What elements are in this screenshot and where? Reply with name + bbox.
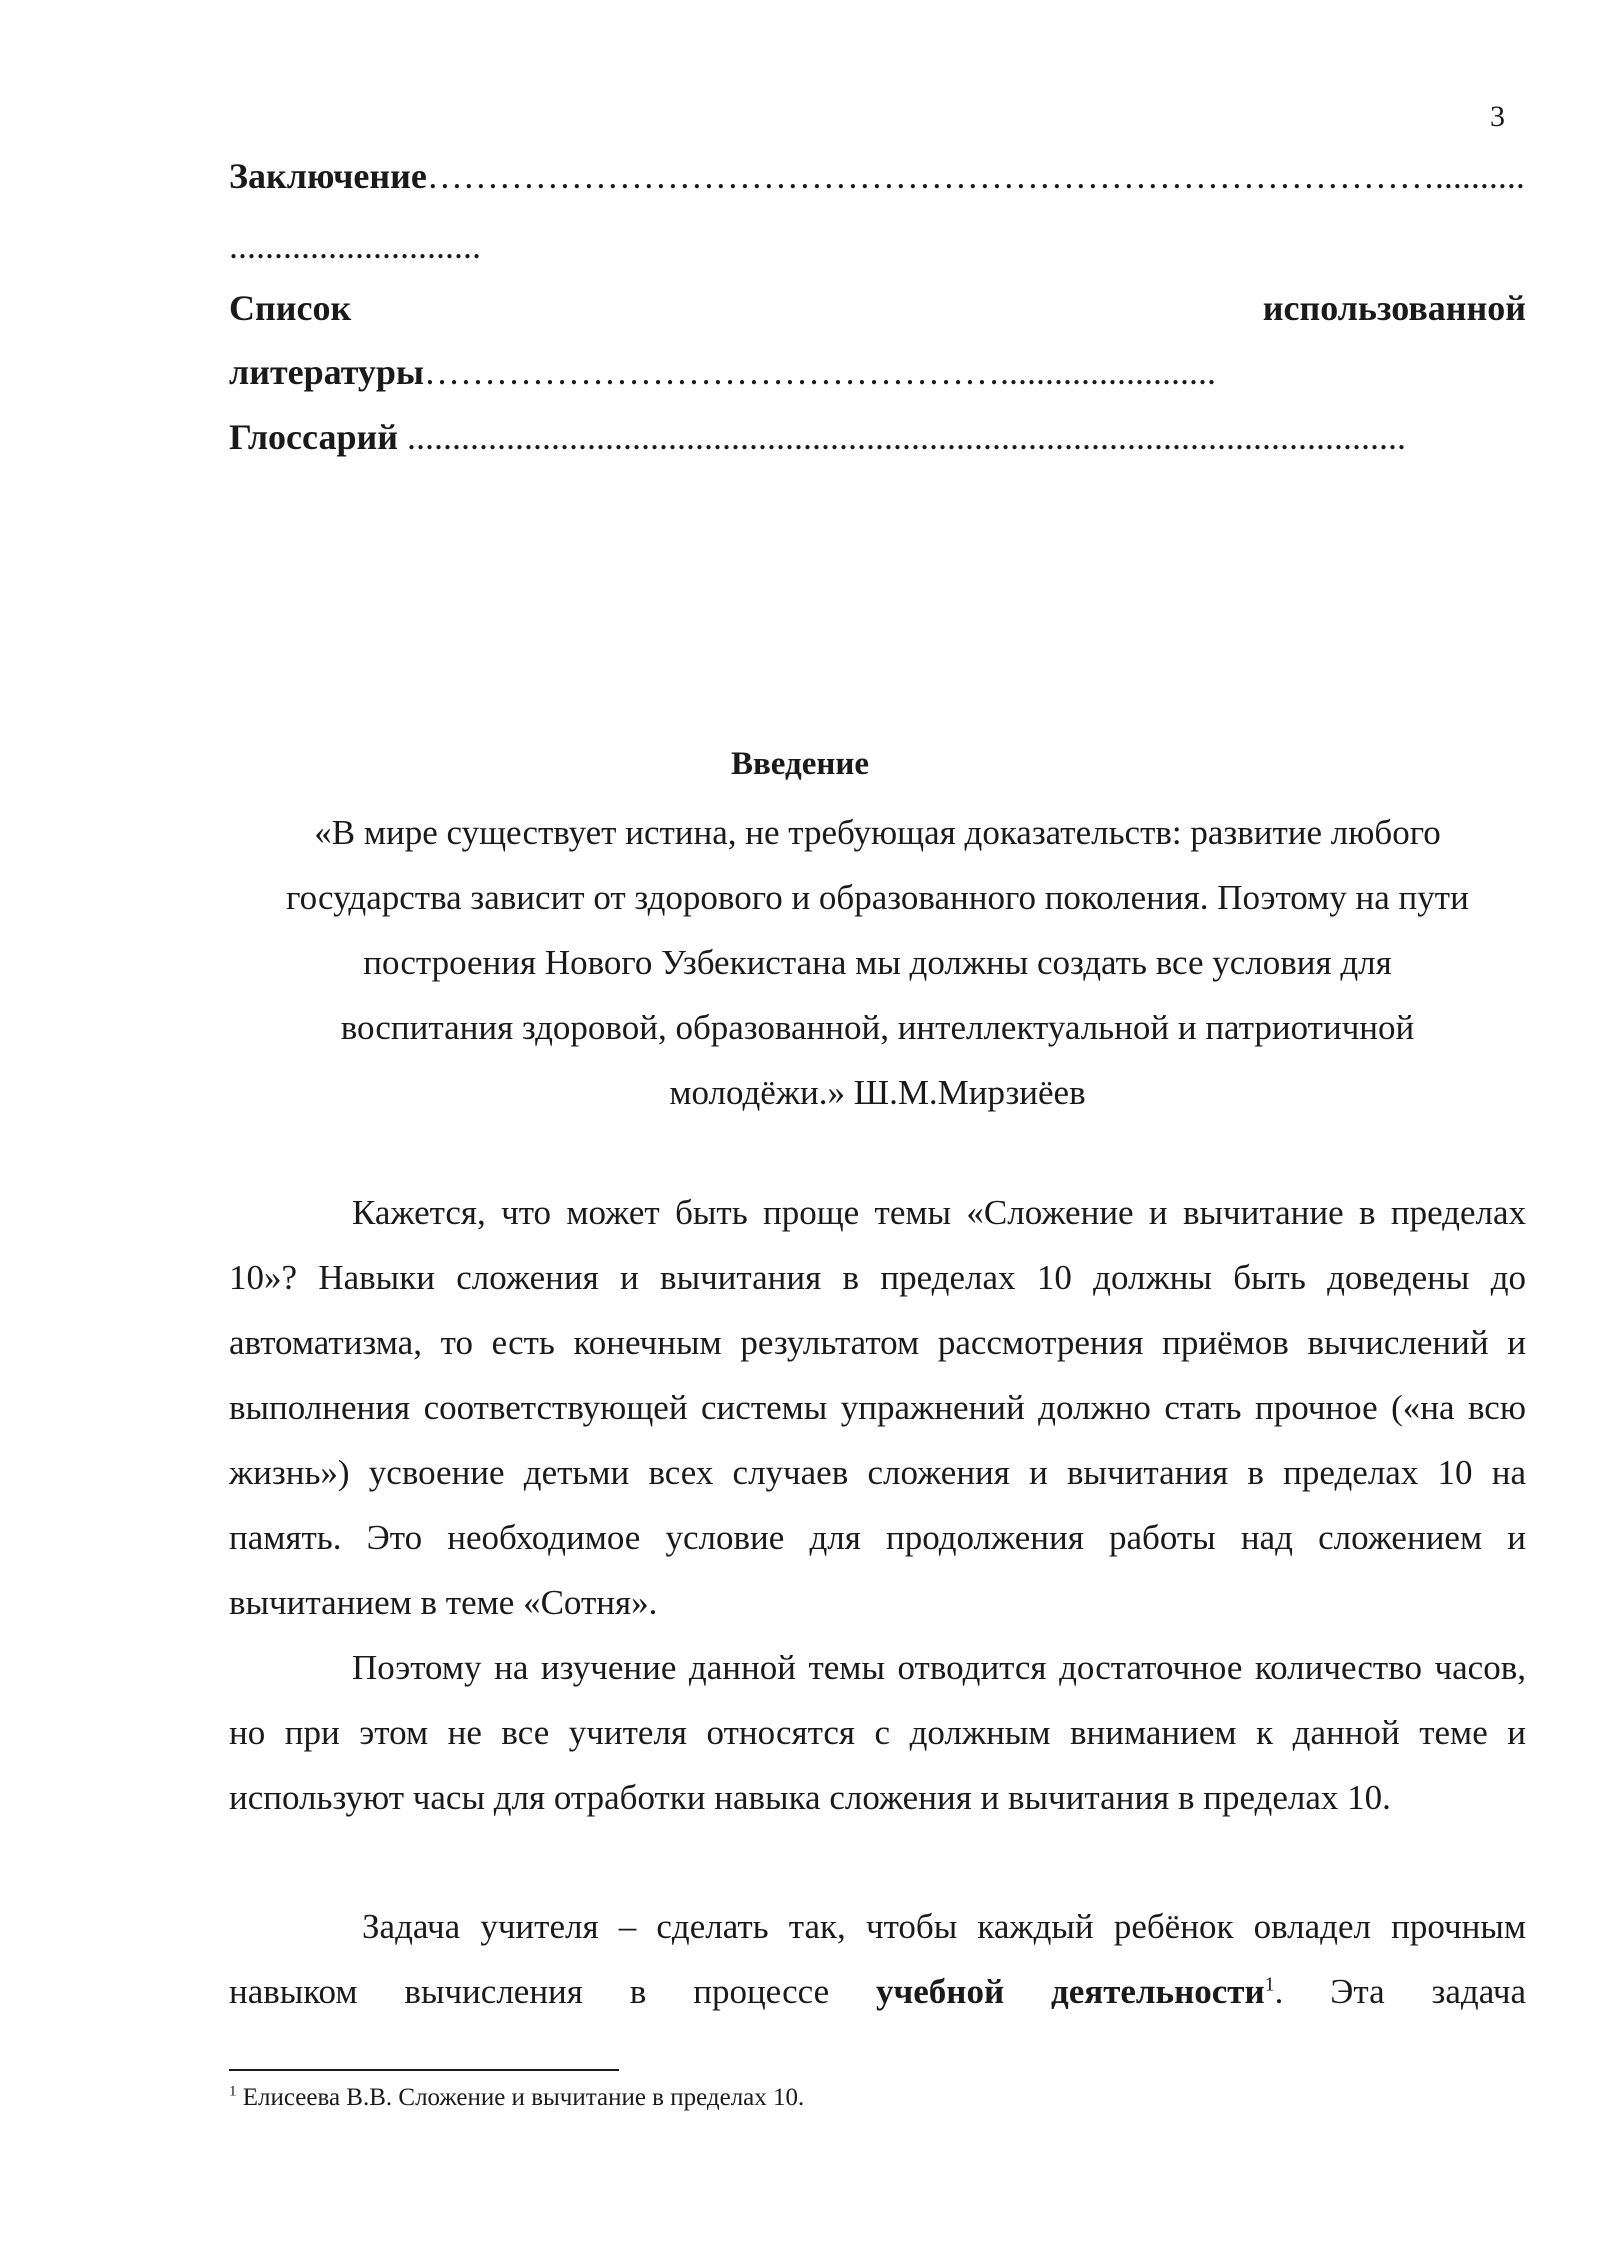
footnote-reference: 1 (1264, 1973, 1275, 1996)
toc-entry-literature (229, 290, 1526, 326)
toc-entry-conclusion (229, 158, 1526, 194)
paragraph-text: . Эта задача (1274, 1972, 1526, 2011)
section-heading: Введение (730, 746, 870, 782)
body-paragraph: Кажется, что может быть проще темы «Сложение и вычитание в пределах 10»? Навыки сложения и вычитания в пределах 10 должны быть доведены до автоматизма, то есть конечным результатом рассмотрения приёмов вычислений и выполнения соответствующей системы упражнений должно стать прочное («на всю жизнь») усвоение детьми всех случаев сложения и вычитания в пределах 10 на память. Это необходимое условие для продолжения работы над сложением и вычитанием в теме «Сотня». (229, 1193, 1526, 1622)
body-paragraph: Поэтому на изучение данной темы отводится достаточное количество часов, но при этом не все учителя относятся с должным вниманием к данной теме и используют часы для отработки навыка сложения и вычитания в пределах 10. (229, 1648, 1526, 1817)
bold-term: учебной деятельности (876, 1972, 1265, 2011)
epigraph-line: построения Нового Узбекистана мы должны создать все условия для (363, 943, 1392, 982)
toc-leader-dots: …………………………………………........................ (424, 352, 1217, 392)
toc-label-word: Список (229, 288, 352, 328)
toc-entry-literature-cont (229, 354, 1216, 390)
epigraph-line: молодёжи.» Ш.М.Мирзиёев (669, 1073, 1086, 1112)
footnote-marker: 1 (229, 2083, 237, 2100)
toc-label-word: использованной (1262, 288, 1526, 328)
footnote-separator (229, 2069, 619, 2071)
epigraph-quote (229, 800, 1526, 1125)
toc-label-conclusion: Заключение (229, 158, 427, 194)
epigraph-line: «В мире существует истина, не требующая доказательств: развитие любого (314, 813, 1441, 852)
toc-leader-dots: ............................................................................................................... (397, 417, 1406, 457)
paragraph-text: Задача учителя – сделать так, чтобы каждый ребёнок овладел прочным навыком вычисления в процессе (229, 1907, 1526, 2011)
epigraph-line: воспитания здоровой, образованной, интеллектуальной и патриотичной (340, 1008, 1415, 1047)
body-paragraph (229, 1894, 1526, 2024)
page-number: 3 (1490, 100, 1505, 133)
toc-label-glossary: Глоссарий (229, 417, 398, 457)
toc-label-word: литературы (229, 352, 425, 392)
epigraph-line: государства зависит от здорового и образованного поколения. Поэтому на пути (286, 878, 1469, 917)
toc-leader-continuation: ............................ (229, 226, 481, 266)
footnote (229, 2084, 804, 2112)
toc-leader-dots: ………………………………………………………………………….......... (426, 158, 1525, 194)
footnote-text: Елисеева В.В. Сложение и вычитание в пределах 10. (236, 2084, 805, 2111)
toc-entry-glossary (229, 419, 1406, 455)
